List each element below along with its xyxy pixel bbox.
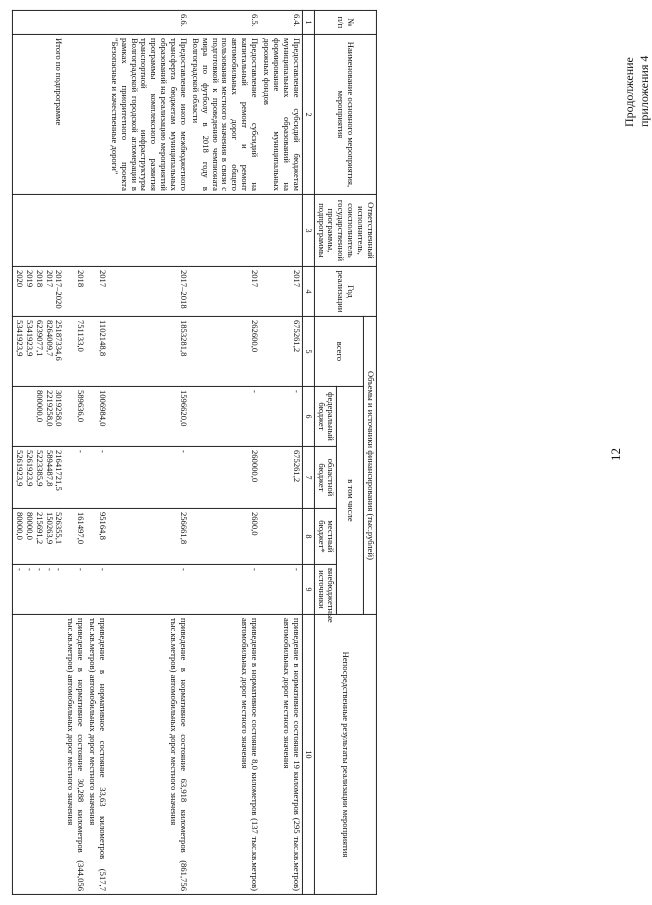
row-local: 95164,8 xyxy=(86,508,108,564)
row-responsible xyxy=(108,194,189,266)
header-responsible: Ответственный исполнитель, соисполнитель государственной программы, подпрограммы xyxy=(314,194,376,266)
summary-federal-value: 3019258,0 xyxy=(54,389,65,427)
summary-ext-value: - xyxy=(44,567,55,571)
row-result: приведение в нормативное состояние 19 километров (295 тыс.кв.метров) автомобильных дорог местного значения xyxy=(260,615,302,895)
col-number: 5 xyxy=(302,316,314,386)
row-number xyxy=(86,10,108,34)
summary-regional-value: 5261923,9 xyxy=(24,449,35,487)
col-number: 7 xyxy=(302,446,314,508)
row-year: 2017–2018 xyxy=(108,266,189,316)
table-row xyxy=(64,10,86,894)
summary-year: 2018 xyxy=(34,269,45,288)
row-name: Предоставление иного межбюджетного трансферта бюджетам муниципальных образований на реализацию мероприятий программы комплексного развития транспортной инфраструктуры Волгоградской городской агломерации в рамках приоритетного проекта "Безопасные и качественные дороги" xyxy=(108,34,189,194)
row-result: приведение в нормативное состояние 63,918 километров (861,756 тыс.кв.метров) автомобильных дорог местного значения xyxy=(108,615,189,895)
header-year: Год реализации xyxy=(314,266,376,316)
summary-year: 2017–2020 xyxy=(54,269,65,309)
table-row xyxy=(86,10,108,894)
table-row xyxy=(260,10,302,894)
col-number: 1 xyxy=(302,10,314,34)
summary-local xyxy=(13,508,65,564)
summary-local-value: 150263,9 xyxy=(44,511,55,545)
row-number: 6.4. xyxy=(260,10,302,34)
summary-total-value: 25187334,6 xyxy=(54,319,65,361)
row-responsible xyxy=(260,194,302,266)
summary-year: 2017 xyxy=(44,269,55,288)
summary-years xyxy=(13,266,65,316)
summary-ext-value: - xyxy=(34,567,45,571)
row-regional: 260000,0 xyxy=(189,446,260,508)
summary-extrabudget xyxy=(13,564,65,614)
summary-regional-value: 5261923,9 xyxy=(14,449,25,487)
summary-local-value: 80000,0 xyxy=(24,511,35,540)
summary-ext-value: - xyxy=(14,567,25,571)
row-regional: - xyxy=(108,446,189,508)
row-total: 262600,0 xyxy=(189,316,260,386)
row-regional: - xyxy=(86,446,108,508)
row-local xyxy=(260,508,302,564)
row-federal: 589636,0 xyxy=(64,386,86,446)
row-extrabudget: - xyxy=(86,564,108,614)
summary-responsible xyxy=(13,194,65,266)
row-result: приведение в нормативное состояние 33,63 километров (517,7 тыс.кв.метров) автомобильных дорог местного значения xyxy=(86,615,108,895)
summary-local-value: 526355,1 xyxy=(54,511,65,545)
summary-name: Итого по подпрограмме xyxy=(13,34,65,194)
column-number-row xyxy=(302,10,314,894)
row-federal: - xyxy=(260,386,302,446)
summary-regional xyxy=(13,446,65,508)
header-federal: федеральный бюджет xyxy=(314,386,337,446)
row-local: 161497,0 xyxy=(64,508,86,564)
summary-local-value: 215691,2 xyxy=(34,511,45,545)
summary-result xyxy=(13,615,65,895)
page-number: 12 xyxy=(608,448,623,461)
summary-local-value: 80000,0 xyxy=(14,511,25,540)
row-federal: - xyxy=(189,386,260,446)
summary-federal xyxy=(13,386,65,446)
header-extrabudget: внебюджетные источники xyxy=(314,564,337,614)
summary-number xyxy=(13,10,65,34)
col-number: 8 xyxy=(302,508,314,564)
col-number: 3 xyxy=(302,194,314,266)
header-name: Наименование основного мероприятия, мероприятия xyxy=(314,34,376,194)
row-result: приведение в нормативное состояние 30,288 километров (344,056 тыс.кв.метров) автомобильных дорог местного значения xyxy=(64,615,86,895)
row-year: 2017 xyxy=(86,266,108,316)
row-year: 2017 xyxy=(260,266,302,316)
summary-total-value: 6239077,1 xyxy=(34,319,45,357)
summary-row xyxy=(13,10,65,894)
summary-total-value: 5341923,9 xyxy=(24,319,35,357)
summary-regional-value: 5223385,9 xyxy=(34,449,45,487)
header-regional: областной бюджет xyxy=(314,446,337,508)
col-number: 4 xyxy=(302,266,314,316)
row-name xyxy=(64,34,86,194)
row-total: 1102148,8 xyxy=(86,316,108,386)
row-extrabudget: - xyxy=(64,564,86,614)
row-regional: - xyxy=(64,446,86,508)
funding-table xyxy=(12,10,377,895)
col-number: 10 xyxy=(302,615,314,895)
row-total: 1853281,8 xyxy=(108,316,189,386)
row-extrabudget: - xyxy=(260,564,302,614)
header-results: Непосредственные результаты реализации мероприятия xyxy=(314,615,376,895)
table-row xyxy=(189,10,260,894)
col-number: 2 xyxy=(302,34,314,194)
table-row xyxy=(108,10,189,894)
summary-ext-value: - xyxy=(54,567,65,571)
row-number: 6.6. xyxy=(108,10,189,34)
header-including: в том числе xyxy=(337,386,364,614)
col-number: 9 xyxy=(302,564,314,614)
row-responsible xyxy=(189,194,260,266)
row-local: 256661,8 xyxy=(108,508,189,564)
row-total: 675261,2 xyxy=(260,316,302,386)
row-extrabudget: - xyxy=(189,564,260,614)
summary-total xyxy=(13,316,65,386)
row-extrabudget: - xyxy=(108,564,189,614)
header-funding: Объемы и источники финансирования (тыс.рублей) xyxy=(364,316,377,614)
summary-total-value: 8264009,7 xyxy=(44,319,55,357)
row-name: Предоставление субсидий на капитальный ремонт и ремонт автомобильных дорог общего пользования местного значения в связи с подготовкой к проведению чемпионата мира по футболу в 2018 году в Волгоградской области xyxy=(189,34,260,194)
summary-year: 2019 xyxy=(24,269,35,288)
continuation-note: Продолжение приложения 4 xyxy=(622,55,651,127)
summary-regional-value: 21641721,5 xyxy=(54,449,65,491)
row-local: 2600,0 xyxy=(189,508,260,564)
row-responsible xyxy=(64,194,86,266)
header-local: местный бюджет* xyxy=(314,508,337,564)
summary-total-value: 5341923,9 xyxy=(14,319,25,357)
row-result: приведение в нормативное состояние 8,0 километров (137 тыс.кв.метров) автомобильных дорог местного значения xyxy=(189,615,260,895)
row-number: 6.5. xyxy=(189,10,260,34)
row-federal: 1006984,0 xyxy=(86,386,108,446)
row-year: 2018 xyxy=(64,266,86,316)
row-responsible xyxy=(86,194,108,266)
summary-ext-value: - xyxy=(24,567,35,571)
summary-year: 2020 xyxy=(14,269,25,288)
col-number: 6 xyxy=(302,386,314,446)
row-total: 751133,0 xyxy=(64,316,86,386)
summary-regional-value: 5894487,8 xyxy=(44,449,55,487)
header-total: всего xyxy=(314,316,363,386)
row-federal: 1596620,0 xyxy=(108,386,189,446)
row-number xyxy=(64,10,86,34)
row-regional: 675261,2 xyxy=(260,446,302,508)
row-year: 2017 xyxy=(189,266,260,316)
row-name xyxy=(86,34,108,194)
row-name: Предоставление субсидий бюджетам муниципальных образований на формирование муниципальных дорожных фондов xyxy=(260,34,302,194)
summary-federal-value: 800000,0 xyxy=(34,389,45,423)
header-num: № п/п xyxy=(314,10,376,34)
summary-federal-value: 2219258,0 xyxy=(44,389,55,427)
